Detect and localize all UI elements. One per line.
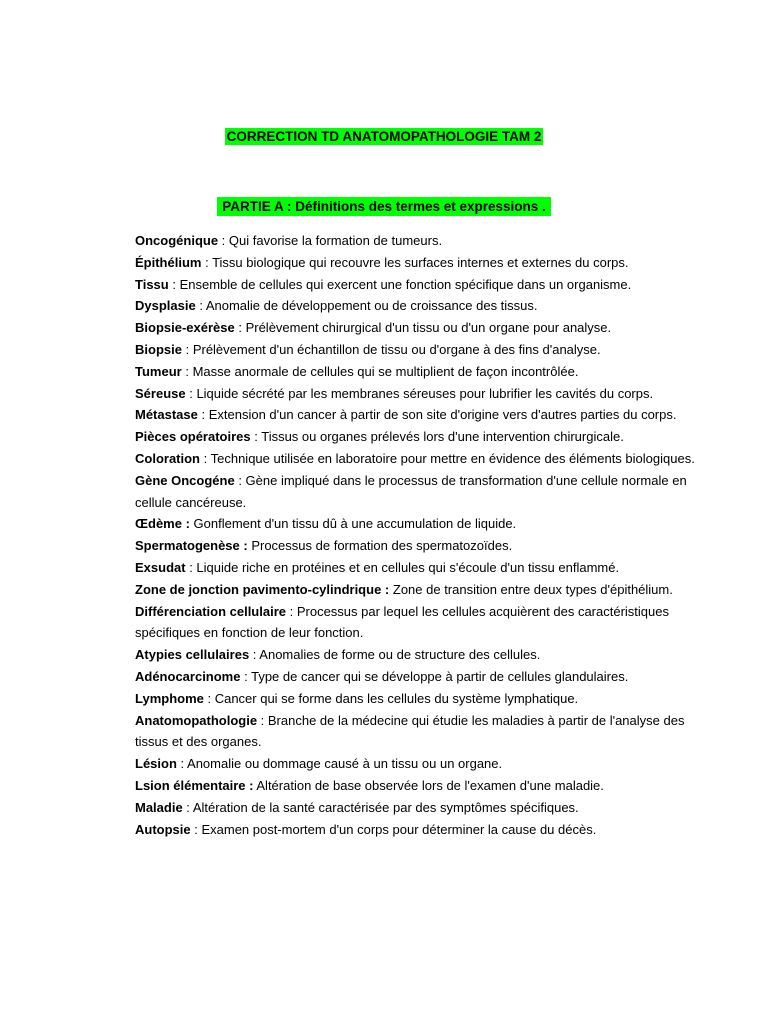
definition-entry	[135, 470, 695, 514]
definition-text: Cancer qui se forme dans les cellules du système lymphatique.	[214, 690, 579, 706]
definition-term: Épithélium	[135, 254, 202, 270]
definition-text: Anomalie ou dommage causé à un tissu ou un organe.	[187, 756, 503, 772]
definition-term: Spermatogenèse :	[135, 538, 248, 554]
definition-entry	[135, 753, 695, 775]
definition-term: Séreuse	[135, 385, 186, 401]
definition-term: Maladie	[135, 799, 183, 815]
definition-entry	[135, 426, 695, 448]
definition-text: Anomalies de forme ou de structure des cellules.	[259, 647, 541, 663]
definition-text: Altération de la santé caractérisée par des symptômes spécifiques.	[192, 799, 579, 815]
definition-term: Gène Oncogéne	[135, 472, 235, 488]
definition-text: Tissus ou organes prélevés lors d'une intervention chirurgicale.	[261, 429, 624, 445]
definition-entry	[135, 339, 695, 361]
definition-separator: :	[185, 385, 197, 401]
definition-text: Examen post-mortem d'un corps pour déterminer la cause du décès.	[201, 821, 597, 837]
definition-entry	[135, 579, 695, 601]
definition-separator: :	[234, 472, 246, 488]
definition-separator: :	[168, 276, 180, 292]
definition-term: Anatomopathologie	[135, 712, 258, 728]
definition-separator: :	[240, 668, 252, 684]
definition-text: Prélèvement d'un échantillon de tissu ou d'organe à des fins d'analyse.	[192, 341, 601, 357]
definition-separator: :	[203, 690, 215, 706]
definition-entry	[135, 295, 695, 317]
definition-text: Gène impliqué dans le processus de transformation d'une cellule normale en cellule cancéreuse.	[135, 472, 687, 510]
definition-text: Altération de base observée lors de l'examen d'une maladie.	[256, 777, 604, 793]
definition-entry	[135, 666, 695, 688]
definition-text: Anomalie de développement ou de croissance des tissus.	[205, 298, 538, 314]
definition-term: Coloration	[135, 450, 200, 466]
definition-term: Biopsie	[135, 341, 182, 357]
definition-separator: :	[250, 429, 262, 445]
section-heading	[0, 197, 768, 217]
definition-term: Oncogénique	[135, 233, 219, 248]
definition-entry	[135, 710, 695, 754]
definition-entry	[135, 383, 695, 405]
definition-term: Tissu	[135, 276, 169, 292]
definition-term: Zone de jonction pavimento-cylindrique :	[135, 581, 390, 597]
definition-term: Atypies cellulaires	[135, 647, 250, 663]
definition-text: Qui favorise la formation de tumeurs.	[228, 233, 443, 248]
definition-entry	[135, 819, 695, 841]
definition-text: Extension d'un cancer à partir de son site d'origine vers d'autres parties du corps.	[208, 407, 677, 423]
definition-term: Lsion élémentaire :	[135, 777, 254, 793]
definition-text: Processus de formation des spermatozoïdes.	[251, 538, 513, 554]
definition-text: Technique utilisée en laboratoire pour mettre en évidence des éléments biologiques.	[210, 450, 695, 466]
document-title	[0, 127, 768, 147]
definition-text: Masse anormale de cellules qui se multiplient de façon incontrôlée.	[192, 363, 579, 379]
definition-entry	[135, 252, 695, 274]
definition-entry	[135, 601, 695, 645]
definition-separator: :	[234, 320, 246, 336]
document-title-text: CORRECTION TD ANATOMOPATHOLOGIE TAM 2	[226, 129, 542, 144]
definition-entry	[135, 644, 695, 666]
definition-text: Branche de la médecine qui étudie les maladies à partir de l'analyse des tissus et des organes.	[135, 712, 685, 750]
definition-entry	[135, 688, 695, 710]
definition-term: Biopsie-exérèse	[135, 320, 235, 336]
definition-term: Différenciation cellulaire	[135, 603, 286, 619]
definition-entry	[135, 404, 695, 426]
definition-term: Métastase	[135, 407, 198, 423]
definition-entry	[135, 535, 695, 557]
definition-text: Ensemble de cellules qui exercent une fonction spécifique dans un organisme.	[179, 276, 632, 292]
definition-entry	[135, 361, 695, 383]
definition-text: Liquide riche en protéines et en cellules qui s'écoule d'un tissu enflammé.	[196, 559, 620, 575]
definition-text: Processus par lequel les cellules acquièrent des caractéristiques spécifiques en fonction de leur fonction.	[135, 603, 669, 641]
definition-separator: :	[185, 559, 197, 575]
definition-separator: :	[197, 407, 209, 423]
definition-separator: :	[286, 603, 297, 619]
definition-term: Autopsie	[135, 821, 191, 837]
definition-text: Liquide sécrété par les membranes séreuses pour lubrifier les cavités du corps.	[196, 385, 654, 401]
definition-separator: :	[200, 450, 211, 466]
definition-separator: :	[176, 756, 188, 772]
definition-separator: :	[181, 363, 193, 379]
definition-separator: :	[257, 712, 268, 728]
definition-term: Tumeur	[135, 363, 182, 379]
definition-entry	[135, 317, 695, 339]
definition-text: Type de cancer qui se développe à partir de cellules glandulaires.	[251, 668, 629, 684]
definition-separator: :	[201, 254, 213, 270]
definition-separator: :	[190, 821, 202, 837]
definition-entry	[135, 274, 695, 296]
definition-list	[135, 230, 695, 840]
definition-term: Pièces opératoires	[135, 429, 251, 445]
definition-text: Prélèvement chirurgical d'un tissu ou d'un organe pour analyse.	[245, 320, 612, 336]
section-heading-text: PARTIE A : Définitions des termes et expressions .	[217, 197, 551, 216]
definition-separator: :	[249, 647, 260, 663]
definition-text: Zone de transition entre deux types d'épithélium.	[392, 581, 673, 597]
definition-term: Lésion	[135, 756, 177, 772]
definition-separator: :	[182, 799, 193, 815]
definition-term: Œdème :	[135, 516, 190, 532]
definition-entry	[135, 797, 695, 819]
definition-separator: :	[218, 233, 229, 248]
definition-entry	[135, 513, 695, 535]
definition-entry	[135, 448, 695, 470]
definition-entry	[135, 775, 695, 797]
definition-text: Gonflement d'un tissu dû à une accumulation de liquide.	[193, 516, 517, 532]
definition-term: Adénocarcinome	[135, 668, 241, 684]
definition-separator: :	[181, 341, 193, 357]
definition-entry	[135, 230, 695, 252]
definition-entry	[135, 557, 695, 579]
definition-term: Lymphome	[135, 690, 204, 706]
definition-text: Tissu biologique qui recouvre les surfaces internes et externes du corps.	[212, 254, 629, 270]
definition-term: Exsudat	[135, 559, 186, 575]
definition-separator: :	[195, 298, 206, 314]
definition-term: Dysplasie	[135, 298, 196, 314]
